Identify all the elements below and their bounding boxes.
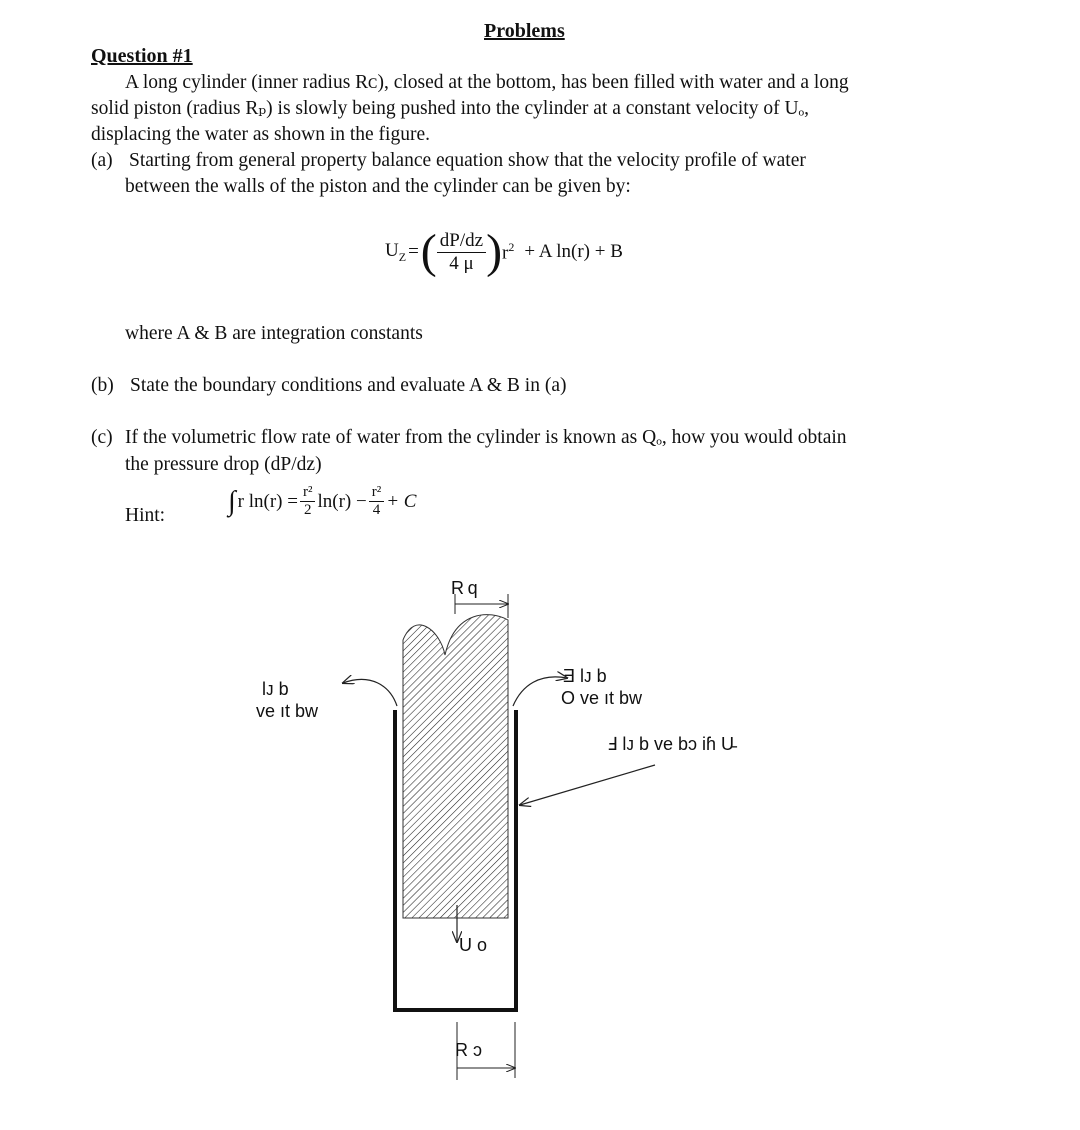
part-c-label: (c) [91,427,113,448]
hint-mid: ln(r) − [317,490,367,512]
hint-end: + C [386,490,417,512]
label-left-2: ve ıt bw [256,701,319,721]
question-heading: Question #1 [91,45,193,67]
intro-line-1: A long cylinder (inner radius Rᴄ), closed at the bottom, has been filled with water and a long [125,72,849,93]
part-a-line-1: Starting from general property balance equation show that the velocity profile of water [129,150,806,171]
gap-pointer-arrow [520,765,655,805]
right-flow-arrow [513,677,567,706]
hint-frac-1-num: r² [300,484,316,502]
label-right-1: Ǝ lᴊ b [563,666,607,686]
eq-frac-num: dP/dz [437,230,486,253]
part-a-line-2: between the walls of the piston and the cylinder can be given by: [125,176,631,197]
hint-frac-2-num: r² [369,484,385,502]
part-a-label: (a) [91,150,113,171]
label-left-1: lᴊ b [262,679,289,699]
hint-label: Hint: [125,505,166,526]
eq-open-paren: ( [420,225,437,278]
label-rp: R q [451,578,478,598]
hint-frac-2-den: 4 [372,502,381,518]
hint-integral-sign: ∫ [228,485,236,517]
eq-lhs: $U_Z$ [385,239,407,264]
part-c-line-1: If the volumetric flow rate of water from the cylinder is known as Qₒ, how you would obtain [125,427,847,448]
eq-r-term: $r^2$ [502,239,515,264]
eq-rest: + A ln(r) + B [524,241,623,262]
part-b-label: (b) [91,375,114,396]
hint-integrand: r ln(r) = [237,490,298,512]
intro-line-2: solid piston (radius Rₚ) is slowly being pushed into the cylinder at a constant velocity of Uₒ, [91,98,810,119]
left-flow-arrow [343,679,397,706]
label-right-2: O ve ıt bw [561,688,643,708]
label-far-right: Ⅎ lᴊ b ve bɔ iɦ U̵ [607,734,735,754]
page-title: Problems [484,20,565,42]
label-rc: R ɔ [455,1040,482,1060]
part-b-text: State the boundary conditions and evaluate A & B in (a) [130,375,567,396]
label-uo: U o [459,935,488,955]
eq-equals: = [408,241,419,262]
piston [403,615,508,918]
hint-frac-1-den: 2 [303,502,312,518]
part-c-line-2: the pressure drop (dP/dz) [125,454,322,475]
intro-line-3: displacing the water as shown in the figure. [91,124,430,145]
eq-close-paren: ) [486,225,503,278]
eq-frac-den: 4 μ [449,252,474,274]
where-line: where A & B are integration constants [125,323,423,344]
